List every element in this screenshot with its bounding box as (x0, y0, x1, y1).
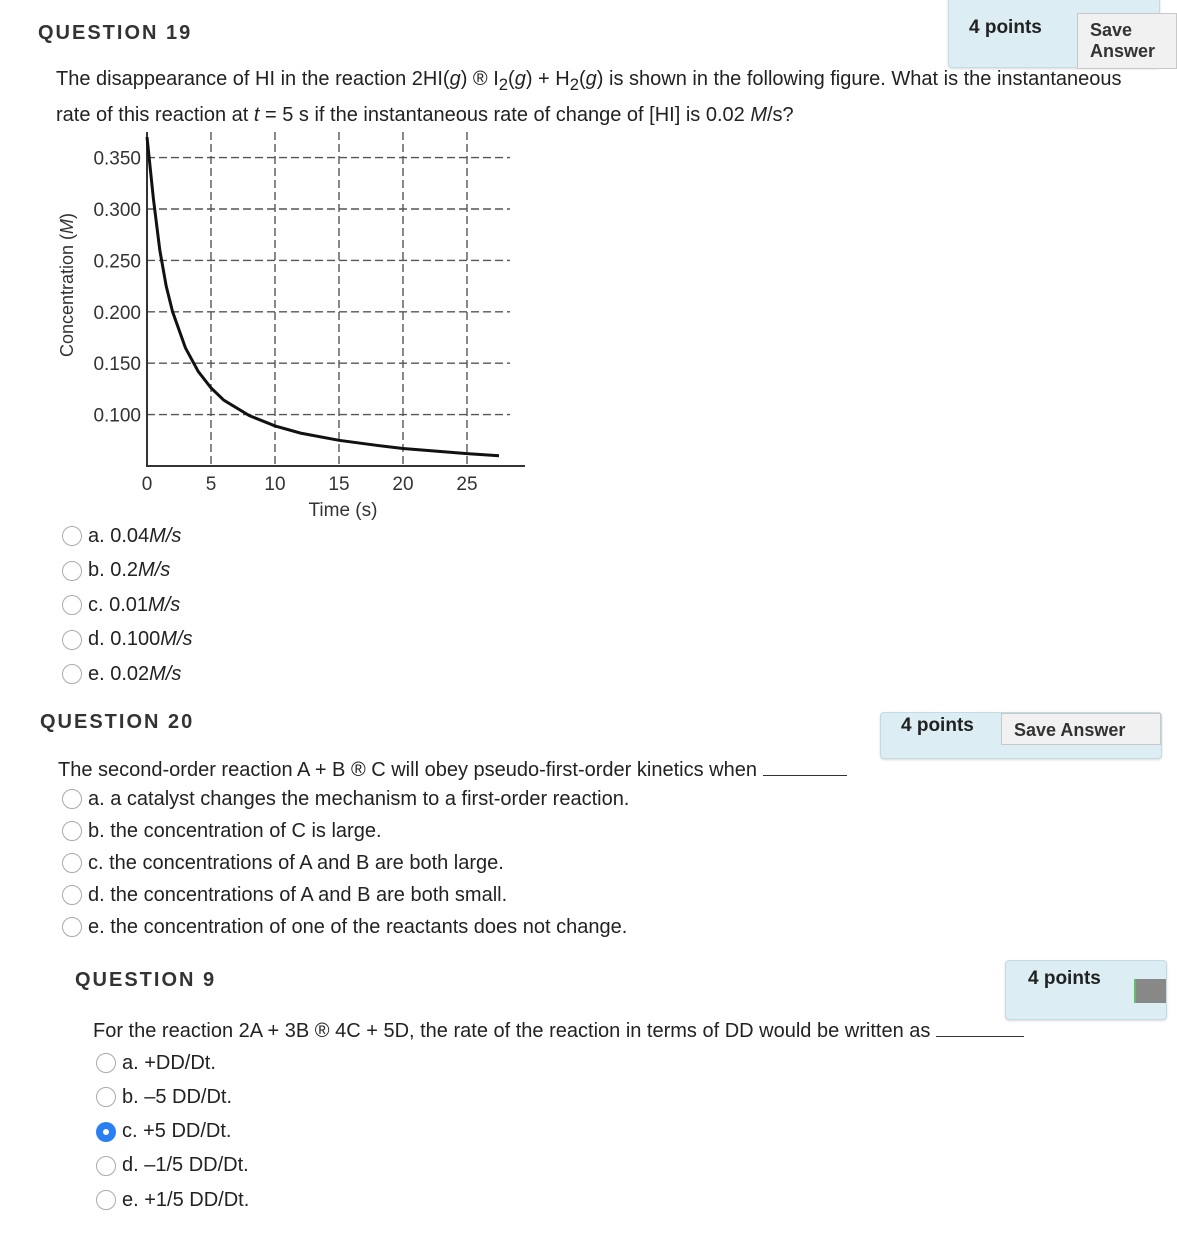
series-line-hi (147, 137, 499, 456)
question-19-title: QUESTION 19 (38, 22, 193, 44)
option-label: e. +1/5 DD/Dt. (122, 1188, 250, 1211)
y-tick-label: 0.200 (93, 302, 141, 324)
option-label: b. the concentration of C is large. (88, 819, 382, 842)
option-a[interactable] (96, 1049, 216, 1077)
option-unit: M/s (148, 593, 181, 616)
option-unit: M/s (160, 628, 193, 650)
radio-button[interactable] (62, 821, 82, 841)
option-label: b. –5 DD/Dt. (122, 1085, 233, 1108)
x-tick-label: 10 (264, 474, 286, 495)
radio-button[interactable] (96, 1190, 116, 1210)
question-9-text: For the reaction 2A + 3B ® 4C + 5D, the rate of the reaction in terms of DD would be written as (93, 1016, 1024, 1047)
radio-button[interactable] (62, 789, 82, 809)
option-label: e. 0.02 (88, 662, 150, 685)
concentration-time-chart (0, 0, 560, 530)
option-b[interactable] (62, 557, 170, 585)
question-20-text: The second-order reaction A + B ® C will obey pseudo-first-order kinetics when (58, 755, 847, 786)
option-e[interactable] (62, 913, 627, 941)
y-tick-label: 0.350 (93, 148, 141, 170)
x-tick-label: 0 (141, 474, 153, 495)
option-label: d. 0.100 (88, 628, 161, 650)
radio-button[interactable] (62, 561, 82, 581)
x-axis-label: Time (s) (308, 500, 378, 521)
option-unit: M/s (149, 524, 182, 547)
option-e[interactable] (96, 1186, 249, 1214)
option-a[interactable] (62, 785, 629, 813)
x-tick-label: 5 (205, 474, 217, 495)
option-unit: M/s (138, 559, 171, 581)
radio-button[interactable] (62, 853, 82, 873)
question-9-points-box (1005, 960, 1167, 1020)
option-label: c. +5 DD/Dt. (122, 1120, 232, 1143)
option-label: c. 0.01 (88, 593, 149, 616)
radio-button[interactable] (96, 1156, 116, 1176)
option-c[interactable] (62, 849, 504, 877)
option-label: a. 0.04 (88, 524, 150, 547)
option-d[interactable] (62, 881, 507, 909)
question-20-title: QUESTION 20 (40, 711, 195, 733)
option-label: d. –1/5 DD/Dt. (122, 1154, 249, 1177)
radio-button[interactable] (62, 630, 82, 650)
question-9-title: QUESTION 9 (75, 969, 217, 991)
radio-button[interactable] (96, 1122, 116, 1142)
option-label: d. the concentrations of A and B are both small. (88, 883, 508, 906)
option-d[interactable] (62, 626, 193, 654)
radio-button[interactable] (62, 885, 82, 905)
option-b[interactable] (62, 817, 382, 845)
x-tick-label: 15 (328, 474, 350, 495)
radio-button[interactable] (62, 526, 82, 546)
points-label: 4 points (969, 17, 1042, 38)
question-19-text: The disappearance of HI in the reaction 2HI(g) ® $I_2(g) + H_2(g)$ is shown in the following figure. What is the instantaneous rate of this reaction at t = 5 s if the instantaneous rate of change of [HI] is 0.02 M/s? (56, 68, 1122, 126)
option-label: c. the concentrations of A and B are both large. (88, 851, 504, 874)
option-label: e. the concentration of one of the reactants does not change. (88, 915, 628, 938)
y-tick-label: 0.250 (93, 251, 141, 273)
question-20-points-box (880, 712, 1162, 759)
radio-button[interactable] (96, 1053, 116, 1073)
option-unit: M/s (149, 662, 182, 685)
y-tick-label: 0.150 (93, 354, 141, 376)
y-axis-label: Concentration (M) (57, 212, 77, 358)
x-tick-label: 25 (456, 474, 478, 495)
option-e[interactable] (62, 660, 181, 688)
radio-button[interactable] (96, 1087, 116, 1107)
save-answer-button[interactable] (1134, 979, 1166, 1003)
option-label: a. +DD/Dt. (122, 1051, 216, 1074)
y-tick-label: 0.100 (93, 405, 141, 427)
radio-button[interactable] (62, 595, 82, 615)
save-answer-button[interactable]: Save Answer (1077, 13, 1177, 69)
points-label: 4 points (1028, 968, 1101, 989)
option-label: b. 0.2 (88, 559, 139, 581)
option-b[interactable] (96, 1083, 232, 1111)
option-c[interactable] (96, 1118, 231, 1146)
option-d[interactable] (96, 1152, 249, 1180)
save-answer-button[interactable]: Save Answer (1001, 713, 1161, 745)
option-a[interactable] (62, 522, 181, 550)
points-label: 4 points (901, 715, 974, 736)
radio-button[interactable] (62, 917, 82, 937)
question-19-points-box (948, 0, 1160, 68)
option-c[interactable] (62, 591, 180, 619)
option-label: a. a catalyst changes the mechanism to a first-order reaction. (88, 787, 630, 810)
x-tick-label: 20 (392, 474, 414, 495)
y-tick-label: 0.300 (93, 200, 141, 221)
radio-button[interactable] (62, 664, 82, 684)
